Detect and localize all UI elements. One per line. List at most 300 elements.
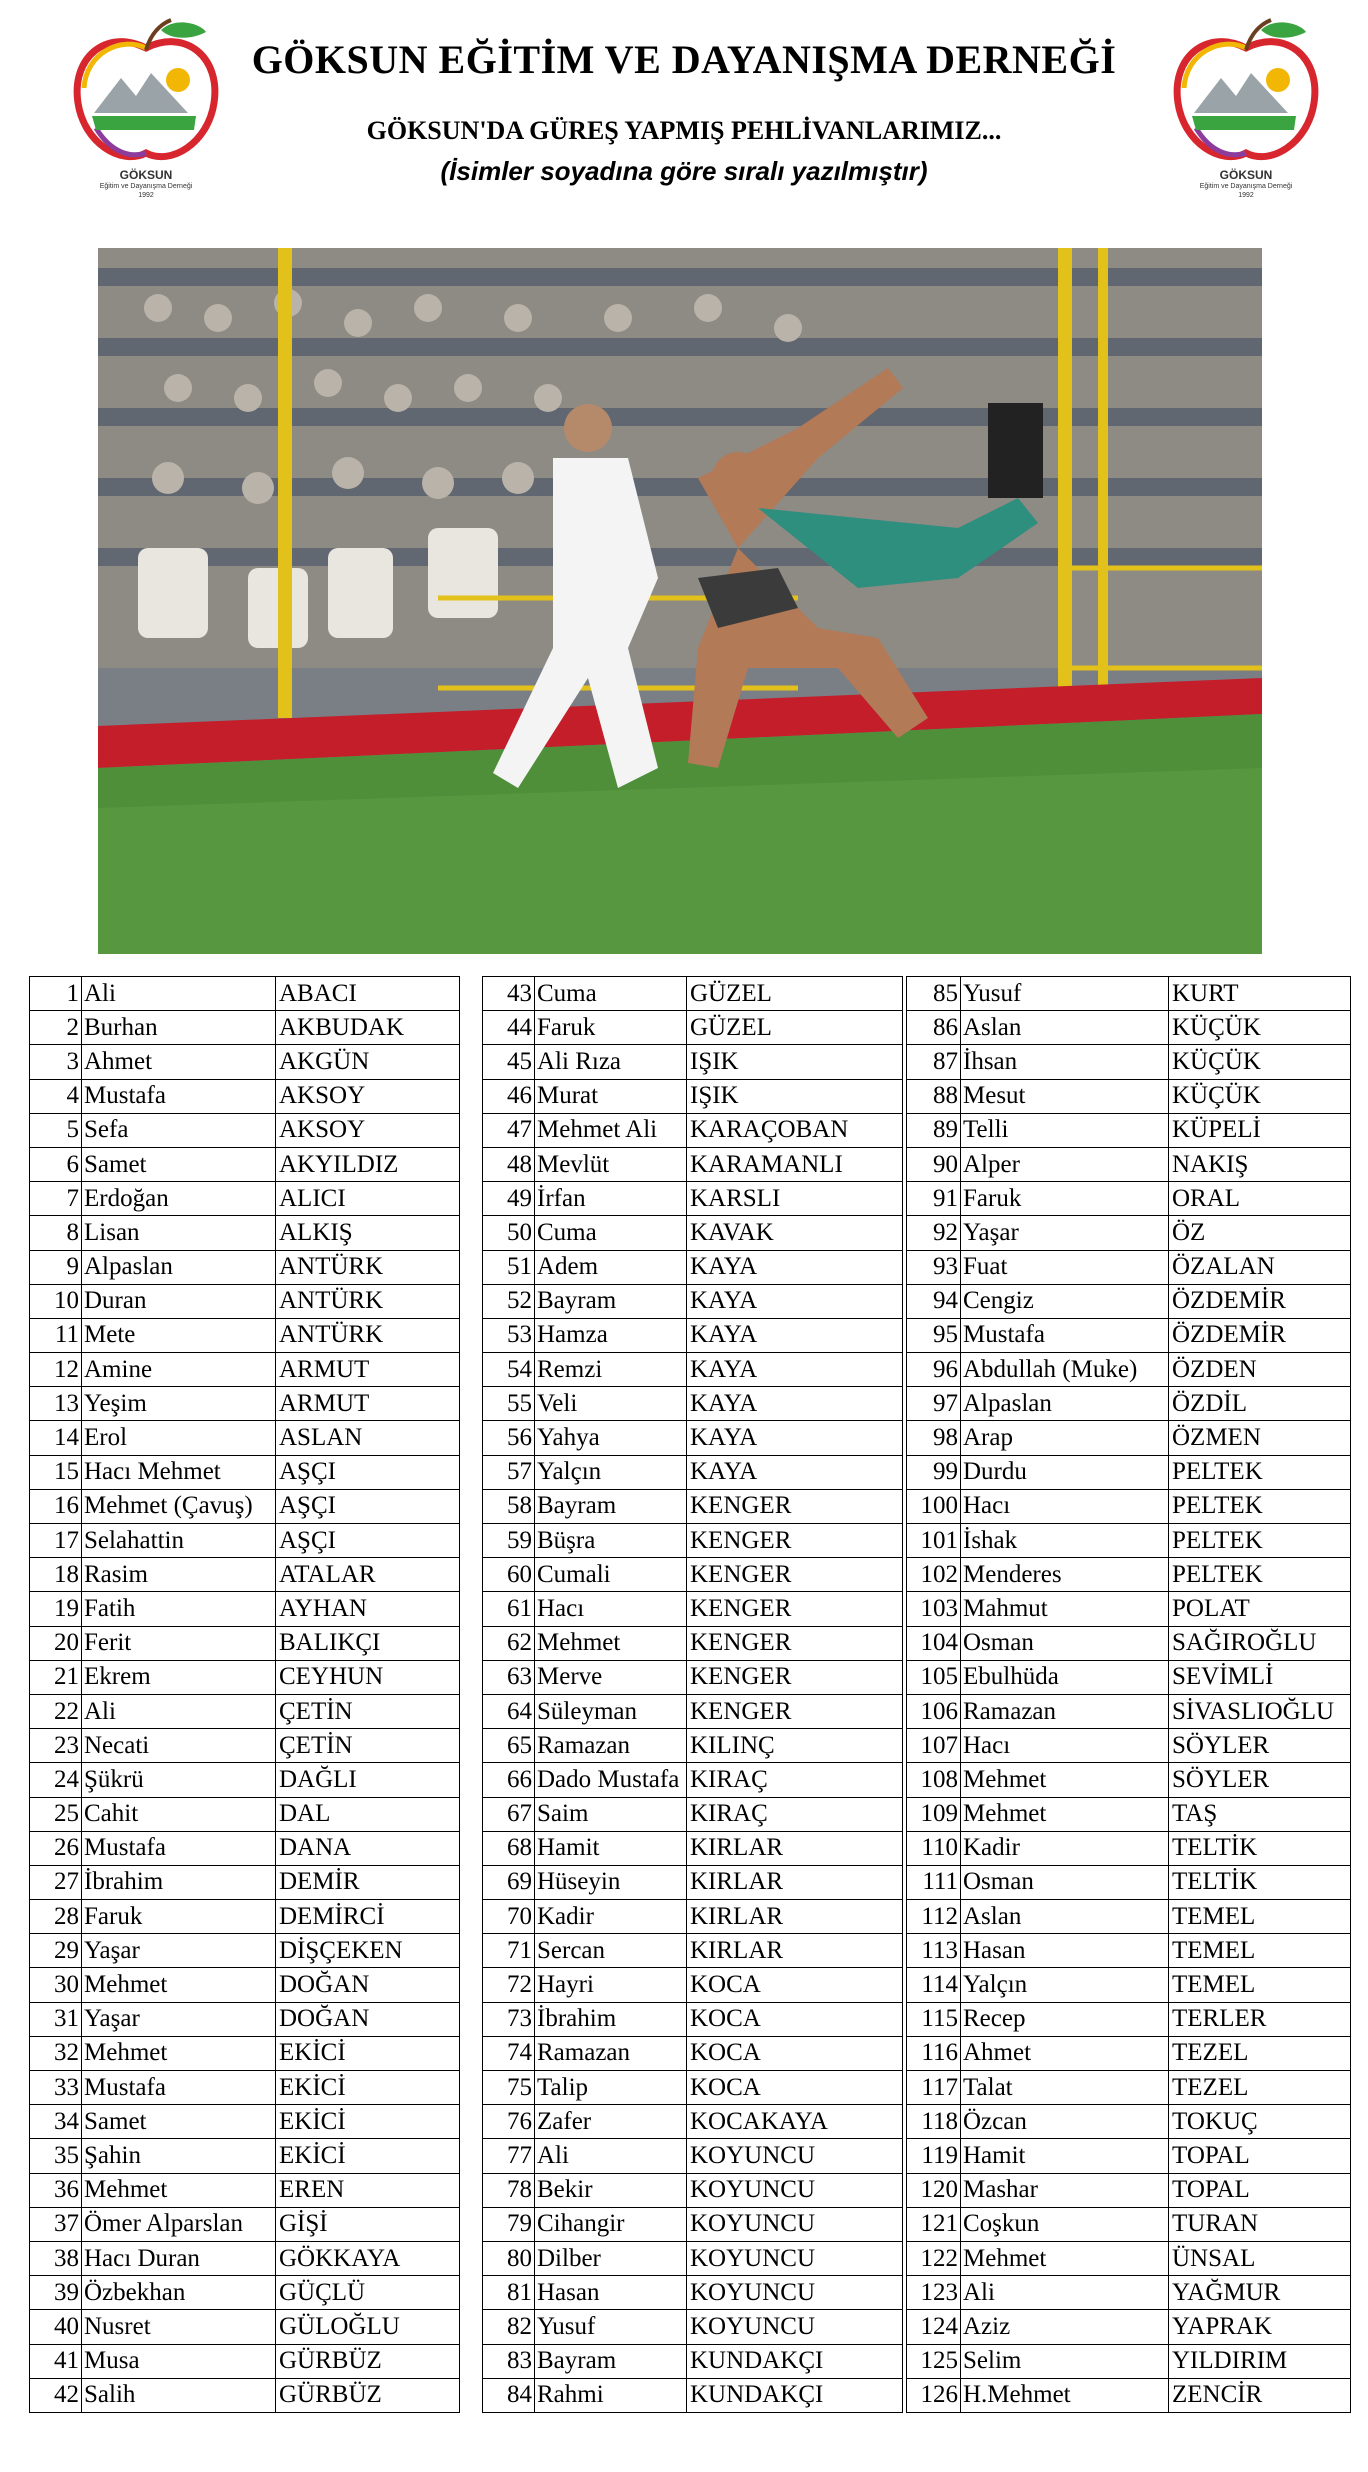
row-number: 37 (30, 2207, 82, 2241)
last-name: TEZEL (1169, 2071, 1351, 2105)
last-name: SİVASLIOĞLU (1169, 1694, 1351, 1728)
last-name: KAYA (687, 1421, 903, 1455)
row-number: 123 (907, 2276, 961, 2310)
last-name: DAL (276, 1797, 460, 1831)
last-name: DOĞAN (276, 2002, 460, 2036)
table-row (483, 1011, 903, 1045)
table-row (483, 1079, 903, 1113)
table-row (483, 2378, 903, 2412)
table-row (483, 2310, 903, 2344)
table-row (907, 2105, 1351, 2139)
last-name: KIRLAR (687, 1865, 903, 1899)
row-number: 118 (907, 2105, 961, 2139)
table-row (30, 1250, 460, 1284)
last-name: GÜLOĞLU (276, 2310, 460, 2344)
first-name: Rasim (82, 1558, 276, 1592)
first-name: Ramazan (535, 2036, 687, 2070)
table-row (30, 2344, 460, 2378)
row-number: 62 (483, 1626, 535, 1660)
row-number: 76 (483, 2105, 535, 2139)
logo-caption-line2: Eğitim ve Dayanışma Derneği (99, 183, 193, 190)
last-name: TEMEL (1169, 1934, 1351, 1968)
table-row (483, 2276, 903, 2310)
first-name: Aziz (961, 2310, 1169, 2344)
table-row (30, 1729, 460, 1763)
first-name: Lisan (82, 1216, 276, 1250)
last-name: PELTEK (1169, 1455, 1351, 1489)
row-number: 97 (907, 1387, 961, 1421)
page-subtitle: GÖKSUN'DA GÜREŞ YAPMIŞ PEHLİVANLARIMIZ... (366, 116, 1002, 145)
row-number: 111 (907, 1865, 961, 1899)
table-row (907, 1968, 1351, 2002)
row-number: 80 (483, 2241, 535, 2275)
row-number: 58 (483, 1489, 535, 1523)
row-number: 1 (30, 977, 82, 1011)
first-name: Hasan (961, 1934, 1169, 1968)
first-name: Duran (82, 1284, 276, 1318)
first-name: Ferit (82, 1626, 276, 1660)
table-row (30, 2036, 460, 2070)
table-row (30, 977, 460, 1011)
row-number: 65 (483, 1729, 535, 1763)
first-name: Rahmi (535, 2378, 687, 2412)
first-name: Aslan (961, 1011, 1169, 1045)
row-number: 117 (907, 2071, 961, 2105)
first-name: Hacı Duran (82, 2241, 276, 2275)
first-name: Yahya (535, 1421, 687, 1455)
row-number: 103 (907, 1592, 961, 1626)
first-name: Cahit (82, 1797, 276, 1831)
last-name: TOPAL (1169, 2139, 1351, 2173)
last-name: KARSLI (687, 1182, 903, 1216)
apple-logo-icon (1166, 18, 1326, 168)
last-name: TEMEL (1169, 1900, 1351, 1934)
table-row (907, 1182, 1351, 1216)
last-name: POLAT (1169, 1592, 1351, 1626)
first-name: Erdoğan (82, 1182, 276, 1216)
row-number: 16 (30, 1489, 82, 1523)
table-row (907, 1694, 1351, 1728)
first-name: Nusret (82, 2310, 276, 2344)
row-number: 46 (483, 1079, 535, 1113)
last-name: KOYUNCU (687, 2173, 903, 2207)
table-row (483, 2105, 903, 2139)
last-name: ABACI (276, 977, 460, 1011)
last-name: ALICI (276, 1182, 460, 1216)
first-name: Cihangir (535, 2207, 687, 2241)
last-name: AKGÜN (276, 1045, 460, 1079)
last-name: KÜÇÜK (1169, 1079, 1351, 1113)
last-name: TERLER (1169, 2002, 1351, 2036)
table-row (30, 1045, 460, 1079)
table-row (483, 1216, 903, 1250)
first-name: Samet (82, 2105, 276, 2139)
table-row (483, 1353, 903, 1387)
first-name: Saim (535, 1797, 687, 1831)
sorting-note: (İsimler soyadına göre sıralı yazılmıştır) (440, 156, 928, 186)
logo-caption-line3: 1992 (138, 192, 154, 199)
first-name: Mehmet Ali (535, 1113, 687, 1147)
row-number: 52 (483, 1284, 535, 1318)
table-row (30, 1865, 460, 1899)
first-name: Hasan (535, 2276, 687, 2310)
table-row (907, 1489, 1351, 1523)
last-name: KENGER (687, 1626, 903, 1660)
row-number: 23 (30, 1729, 82, 1763)
row-number: 40 (30, 2310, 82, 2344)
row-number: 61 (483, 1592, 535, 1626)
row-number: 78 (483, 2173, 535, 2207)
first-name: Mustafa (82, 1079, 276, 1113)
first-name: İhsan (961, 1045, 1169, 1079)
table-row (907, 2002, 1351, 2036)
table-row (907, 1421, 1351, 1455)
table-row (907, 1900, 1351, 1934)
logo-caption-line3: 1992 (1238, 192, 1254, 199)
last-name: AKYILDIZ (276, 1147, 460, 1181)
row-number: 74 (483, 2036, 535, 2070)
last-name: KIRLAR (687, 1831, 903, 1865)
last-name: ÖZALAN (1169, 1250, 1351, 1284)
row-number: 17 (30, 1524, 82, 1558)
first-name: Cuma (535, 1216, 687, 1250)
row-number: 72 (483, 1968, 535, 2002)
last-name: AKSOY (276, 1113, 460, 1147)
last-name: ZENCİR (1169, 2378, 1351, 2412)
last-name: KENGER (687, 1524, 903, 1558)
first-name: Talip (535, 2071, 687, 2105)
table-row (483, 2344, 903, 2378)
first-name: Büşra (535, 1524, 687, 1558)
last-name: ARMUT (276, 1387, 460, 1421)
last-name: KIRLAR (687, 1900, 903, 1934)
table-row (483, 1421, 903, 1455)
table-row (30, 1147, 460, 1181)
table-row (483, 1831, 903, 1865)
page-header (0, 0, 1368, 230)
last-name: AKSOY (276, 1079, 460, 1113)
first-name: Veli (535, 1387, 687, 1421)
table-row (30, 1079, 460, 1113)
table-row (30, 2173, 460, 2207)
last-name: KOCAKAYA (687, 2105, 903, 2139)
row-number: 90 (907, 1147, 961, 1181)
first-name: Cumali (535, 1558, 687, 1592)
table-row (907, 1284, 1351, 1318)
last-name: AŞÇI (276, 1455, 460, 1489)
row-number: 116 (907, 2036, 961, 2070)
first-name: Hacı (961, 1489, 1169, 1523)
row-number: 67 (483, 1797, 535, 1831)
last-name: PELTEK (1169, 1524, 1351, 1558)
table-row (483, 1558, 903, 1592)
row-number: 99 (907, 1455, 961, 1489)
row-number: 21 (30, 1660, 82, 1694)
table-row (907, 2344, 1351, 2378)
row-number: 88 (907, 1079, 961, 1113)
row-number: 114 (907, 1968, 961, 2002)
first-name: Selim (961, 2344, 1169, 2378)
table-row (483, 2207, 903, 2241)
table-row (30, 2105, 460, 2139)
last-name: KENGER (687, 1592, 903, 1626)
table-row (30, 1524, 460, 1558)
row-number: 113 (907, 1934, 961, 1968)
first-name: Yaşar (82, 1934, 276, 1968)
first-name: Mete (82, 1318, 276, 1352)
row-number: 101 (907, 1524, 961, 1558)
table-row (30, 1934, 460, 1968)
last-name: ORAL (1169, 1182, 1351, 1216)
row-number: 75 (483, 2071, 535, 2105)
row-number: 110 (907, 1831, 961, 1865)
first-name: Bayram (535, 2344, 687, 2378)
first-name: Hüseyin (535, 1865, 687, 1899)
last-name: ÖZDİL (1169, 1387, 1351, 1421)
first-name: Burhan (82, 1011, 276, 1045)
first-name: Dilber (535, 2241, 687, 2275)
row-number: 79 (483, 2207, 535, 2241)
row-number: 50 (483, 1216, 535, 1250)
row-number: 68 (483, 1831, 535, 1865)
table-row (907, 1797, 1351, 1831)
table-row (907, 2378, 1351, 2412)
last-name: ÇETİN (276, 1694, 460, 1728)
organization-name: GÖKSUN EĞİTİM VE DAYANIŞMA DERNEĞİ (251, 37, 1117, 82)
last-name: KILINÇ (687, 1729, 903, 1763)
table-row (907, 1558, 1351, 1592)
last-name: KAYA (687, 1318, 903, 1352)
table-row (907, 1147, 1351, 1181)
wrestling-scene-icon (98, 248, 1262, 954)
first-name: Selahattin (82, 1524, 276, 1558)
first-name: Arap (961, 1421, 1169, 1455)
table-row (30, 2276, 460, 2310)
first-name: İshak (961, 1524, 1169, 1558)
row-number: 24 (30, 1763, 82, 1797)
wrestling-photo (98, 248, 1262, 954)
first-name: Ahmet (961, 2036, 1169, 2070)
last-name: IŞIK (687, 1079, 903, 1113)
last-name: DAĞLI (276, 1763, 460, 1797)
table-row (30, 1216, 460, 1250)
first-name: Adem (535, 1250, 687, 1284)
row-number: 18 (30, 1558, 82, 1592)
first-name: Mevlüt (535, 1147, 687, 1181)
row-number: 41 (30, 2344, 82, 2378)
table-row (907, 1934, 1351, 1968)
first-name: Musa (82, 2344, 276, 2378)
table-row (907, 1353, 1351, 1387)
row-number: 120 (907, 2173, 961, 2207)
table-row (907, 1387, 1351, 1421)
row-number: 77 (483, 2139, 535, 2173)
table-row (483, 1934, 903, 1968)
row-number: 35 (30, 2139, 82, 2173)
table-row (30, 1592, 460, 1626)
first-name: Mehmet (535, 1626, 687, 1660)
last-name: KOYUNCU (687, 2241, 903, 2275)
last-name: PELTEK (1169, 1489, 1351, 1523)
last-name: KAYA (687, 1455, 903, 1489)
last-name: KARAÇOBAN (687, 1113, 903, 1147)
last-name: ASLAN (276, 1421, 460, 1455)
first-name: Şükrü (82, 1763, 276, 1797)
last-name: GİŞİ (276, 2207, 460, 2241)
table-row (483, 1968, 903, 2002)
first-name: Murat (535, 1079, 687, 1113)
first-name: Cuma (535, 977, 687, 1011)
row-number: 57 (483, 1455, 535, 1489)
row-number: 10 (30, 1284, 82, 1318)
table-row (30, 1694, 460, 1728)
row-number: 60 (483, 1558, 535, 1592)
row-number: 95 (907, 1318, 961, 1352)
last-name: KIRAÇ (687, 1797, 903, 1831)
first-name: Talat (961, 2071, 1169, 2105)
first-name: Alpaslan (961, 1387, 1169, 1421)
table-row (907, 2036, 1351, 2070)
row-number: 45 (483, 1045, 535, 1079)
first-name: Ekrem (82, 1660, 276, 1694)
last-name: TOKUÇ (1169, 2105, 1351, 2139)
row-number: 89 (907, 1113, 961, 1147)
first-name: Ramazan (961, 1694, 1169, 1728)
row-number: 122 (907, 2241, 961, 2275)
table-row (907, 2071, 1351, 2105)
last-name: GÜZEL (687, 1011, 903, 1045)
table-row (907, 1455, 1351, 1489)
table-row (907, 2310, 1351, 2344)
first-name: Süleyman (535, 1694, 687, 1728)
table-row (483, 1660, 903, 1694)
last-name: GÖKKAYA (276, 2241, 460, 2275)
table-row (907, 1524, 1351, 1558)
first-name: Yalçın (961, 1968, 1169, 2002)
row-number: 73 (483, 2002, 535, 2036)
last-name: KUNDAKÇI (687, 2378, 903, 2412)
first-name: Ramazan (535, 1729, 687, 1763)
last-name: KIRLAR (687, 1934, 903, 1968)
last-name: KOYUNCU (687, 2207, 903, 2241)
last-name: ALKIŞ (276, 1216, 460, 1250)
first-name: İbrahim (82, 1865, 276, 1899)
last-name: KOYUNCU (687, 2276, 903, 2310)
last-name: KENGER (687, 1558, 903, 1592)
first-name: Yalçın (535, 1455, 687, 1489)
table-row (30, 1968, 460, 2002)
row-number: 85 (907, 977, 961, 1011)
last-name: AKBUDAK (276, 1011, 460, 1045)
row-number: 59 (483, 1524, 535, 1558)
table-row (30, 1455, 460, 1489)
last-name: KOYUNCU (687, 2310, 903, 2344)
first-name: H.Mehmet (961, 2378, 1169, 2412)
table-row (907, 1318, 1351, 1352)
first-name: Mesut (961, 1079, 1169, 1113)
first-name: Yaşar (82, 2002, 276, 2036)
row-number: 121 (907, 2207, 961, 2241)
row-number: 9 (30, 1250, 82, 1284)
first-name: Hamit (961, 2139, 1169, 2173)
first-name: Hacı Mehmet (82, 1455, 276, 1489)
last-name: KAYA (687, 1284, 903, 1318)
row-number: 82 (483, 2310, 535, 2344)
association-logo-right (1166, 18, 1326, 208)
last-name: TOPAL (1169, 2173, 1351, 2207)
first-name: Faruk (82, 1900, 276, 1934)
row-number: 39 (30, 2276, 82, 2310)
table-row (30, 1387, 460, 1421)
table-row (907, 1626, 1351, 1660)
first-name: Osman (961, 1865, 1169, 1899)
last-name: DEMİR (276, 1865, 460, 1899)
table-row (30, 2139, 460, 2173)
table-row (907, 1865, 1351, 1899)
row-number: 4 (30, 1079, 82, 1113)
row-number: 66 (483, 1763, 535, 1797)
table-row (30, 1113, 460, 1147)
row-number: 33 (30, 2071, 82, 2105)
last-name: TAŞ (1169, 1797, 1351, 1831)
last-name: EKİCİ (276, 2139, 460, 2173)
last-name: CEYHUN (276, 1660, 460, 1694)
row-number: 42 (30, 2378, 82, 2412)
first-name: Dado Mustafa (535, 1763, 687, 1797)
table-row (907, 2276, 1351, 2310)
last-name: IŞIK (687, 1045, 903, 1079)
row-number: 56 (483, 1421, 535, 1455)
last-name: KENGER (687, 1694, 903, 1728)
table-row (907, 1763, 1351, 1797)
table-row (907, 1250, 1351, 1284)
table-row (483, 1182, 903, 1216)
last-name: SÖYLER (1169, 1763, 1351, 1797)
first-name: Bayram (535, 1489, 687, 1523)
last-name: ÖZDEMİR (1169, 1318, 1351, 1352)
row-number: 106 (907, 1694, 961, 1728)
last-name: DEMİRCİ (276, 1900, 460, 1934)
last-name: KOCA (687, 1968, 903, 2002)
table-row (30, 1763, 460, 1797)
last-name: PELTEK (1169, 1558, 1351, 1592)
table-row (30, 2241, 460, 2275)
table-row (483, 2139, 903, 2173)
table-row (30, 1353, 460, 1387)
last-name: ÜNSAL (1169, 2241, 1351, 2275)
table-row (483, 2241, 903, 2275)
table-row (907, 1660, 1351, 1694)
table-row (907, 2207, 1351, 2241)
table-row (30, 1900, 460, 1934)
row-number: 105 (907, 1660, 961, 1694)
row-number: 43 (483, 977, 535, 1011)
row-number: 14 (30, 1421, 82, 1455)
first-name: İbrahim (535, 2002, 687, 2036)
table-row (30, 1489, 460, 1523)
first-name: Menderes (961, 1558, 1169, 1592)
first-name: Özcan (961, 2105, 1169, 2139)
first-name: Hamit (535, 1831, 687, 1865)
first-name: Fuat (961, 1250, 1169, 1284)
first-name: Faruk (961, 1182, 1169, 1216)
last-name: KOCA (687, 2071, 903, 2105)
last-name: EKİCİ (276, 2105, 460, 2139)
table-row (907, 1079, 1351, 1113)
row-number: 26 (30, 1831, 82, 1865)
row-number: 92 (907, 1216, 961, 1250)
row-number: 63 (483, 1660, 535, 1694)
